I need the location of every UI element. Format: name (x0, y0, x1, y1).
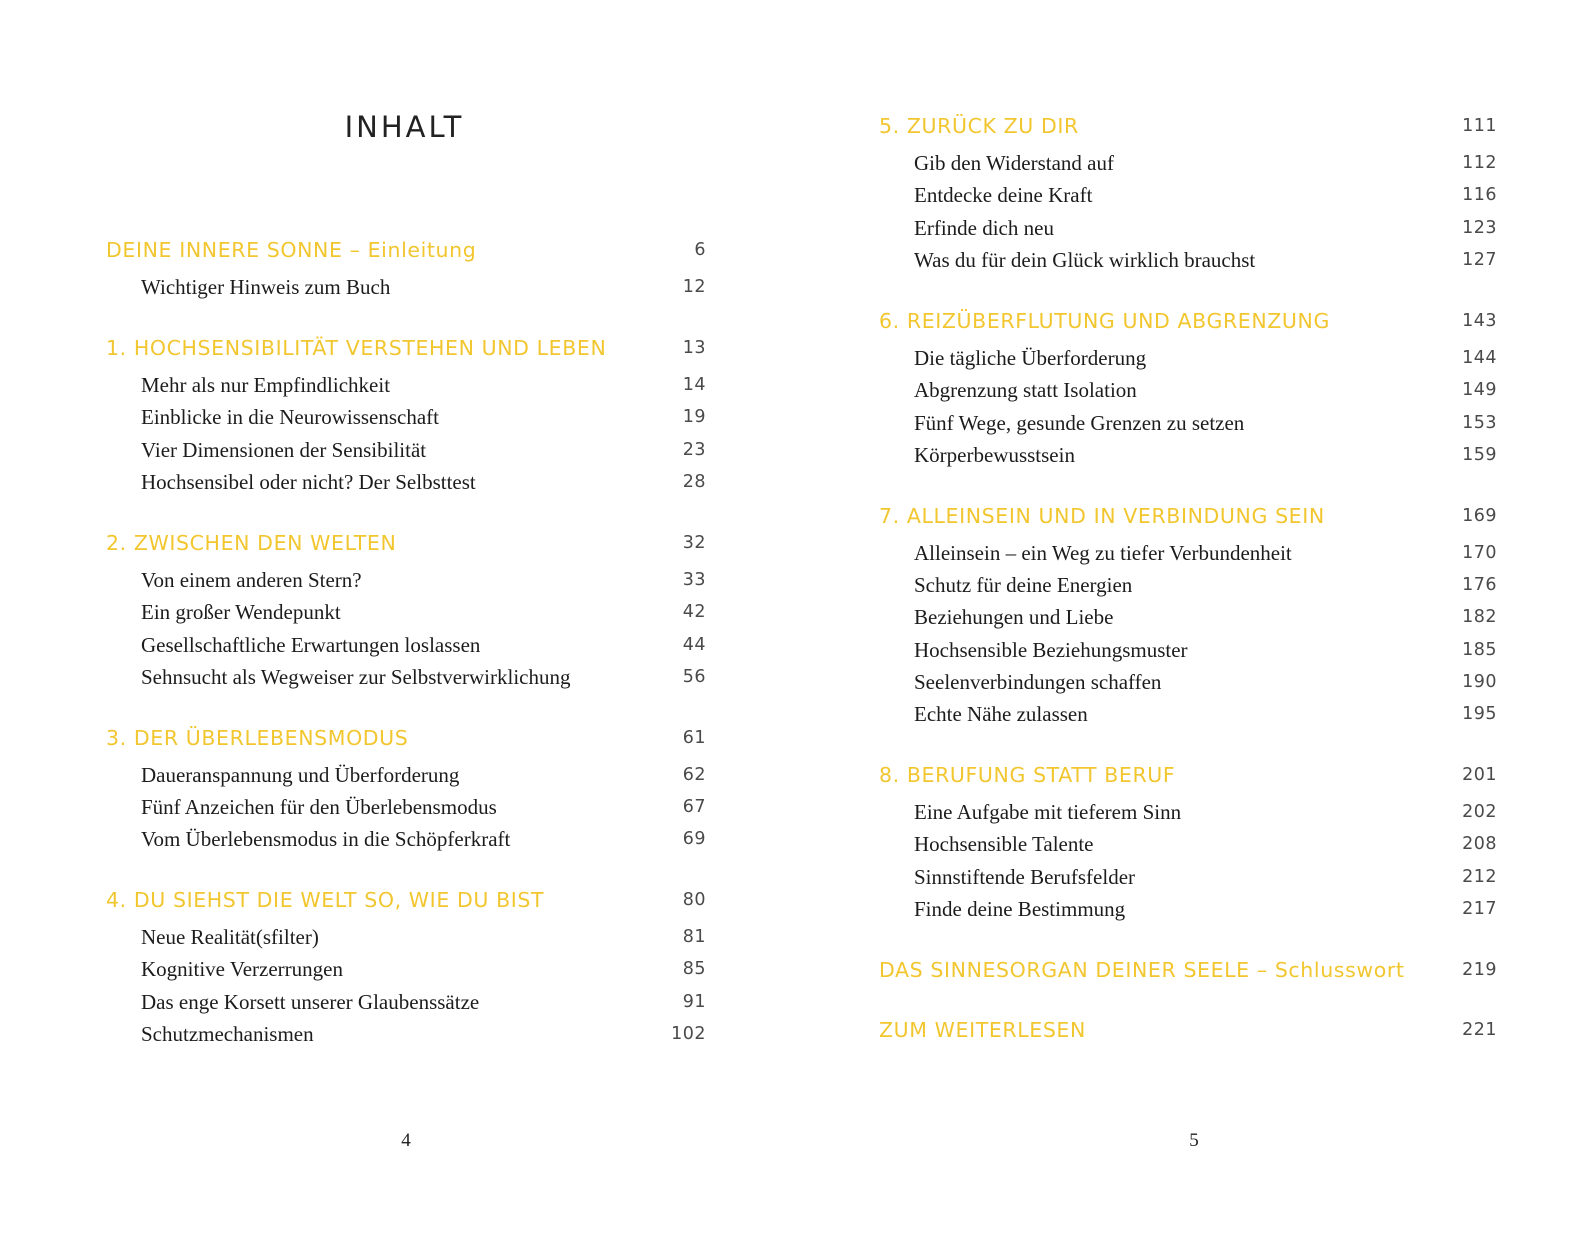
toc-page-number: 81 (682, 927, 706, 947)
toc-page-number: 123 (1462, 218, 1497, 238)
toc-section-entry (0, 759, 797, 791)
toc-page-number: 32 (682, 533, 706, 553)
section-title: Entdecke deine Kraft (914, 183, 1093, 207)
section-title: Daueranspannung und Überforderung (141, 763, 460, 787)
chapter-title: DEINE INNERE SONNE – Einleitung (106, 238, 477, 262)
section-title: Mehr als nur Empfindlichkeit (141, 373, 391, 397)
toc-page-number: 28 (682, 472, 706, 492)
toc-section-entry (797, 342, 1594, 374)
page-number-right: 5 (1189, 1130, 1199, 1151)
toc-section-entry (0, 369, 797, 401)
toc-section-entry (797, 212, 1594, 244)
chapter-title: 3. DER ÜBERLEBENSMODUS (106, 726, 409, 750)
section-title: Neue Realität(sfilter) (141, 925, 319, 949)
toc-page-number: 61 (682, 728, 706, 748)
toc-section-entry (0, 823, 797, 855)
section-title: Körperbewusstsein (914, 443, 1075, 467)
section-title: Das enge Korsett unserer Glaubenssätze (141, 990, 480, 1014)
section-title: Schutzmechanismen (141, 1022, 314, 1046)
toc-section-entry (797, 244, 1594, 276)
toc-section-entry (0, 921, 797, 953)
section-title: Hochsensible Talente (914, 832, 1094, 856)
toc-chapter-entry (797, 500, 1594, 532)
section-title: Abgrenzung statt Isolation (914, 378, 1137, 402)
toc-chapter-entry (0, 884, 797, 916)
toc-section-entry (0, 596, 797, 628)
section-title: Einblicke in die Neurowissenschaft (141, 405, 439, 429)
chapter-title: 5. ZURÜCK ZU DIR (879, 114, 1079, 138)
chapter-title: 6. REIZÜBERFLUTUNG UND ABGRENZUNG (879, 309, 1330, 333)
section-title: Eine Aufgabe mit tieferem Sinn (914, 800, 1182, 824)
toc-section-entry (797, 666, 1594, 698)
toc-page-number: 153 (1462, 413, 1497, 433)
toc-page-number: 69 (682, 829, 706, 849)
toc-page-number: 111 (1462, 116, 1497, 136)
section-title: Vier Dimensionen der Sensibilität (141, 438, 427, 462)
toc-page-number: 144 (1462, 348, 1497, 368)
toc-section-entry (797, 861, 1594, 893)
chapter-title: 8. BERUFUNG STATT BERUF (879, 763, 1176, 787)
section-title: Beziehungen und Liebe (914, 605, 1114, 629)
section-title: Sehnsucht als Wegweiser zur Selbstverwirklichung (141, 665, 571, 689)
toc-section-entry (797, 179, 1594, 211)
toc-chapter-entry (797, 305, 1594, 337)
toc-section-entry (797, 537, 1594, 569)
toc-page-number: 182 (1462, 607, 1497, 627)
toc-section-entry (797, 698, 1594, 730)
toc-section-entry (0, 661, 797, 693)
toc-chapter-entry (797, 110, 1594, 142)
toc-chapter-entry (0, 527, 797, 559)
toc-page-number: 116 (1462, 185, 1497, 205)
toc-page-number: 201 (1462, 765, 1497, 785)
toc-page-number: 212 (1462, 867, 1497, 887)
toc-page-number: 67 (682, 797, 706, 817)
toc-section-entry (0, 401, 797, 433)
section-title: Seelenverbindungen schaffen (914, 670, 1162, 694)
toc-section-entry (797, 439, 1594, 471)
section-title: Die tägliche Überforderung (914, 346, 1147, 370)
section-title: Alleinsein – ein Weg zu tiefer Verbundenheit (914, 541, 1292, 565)
section-title: Hochsensible Beziehungsmuster (914, 638, 1188, 662)
section-title: Ein großer Wendepunkt (141, 600, 341, 624)
section-title: Erfinde dich neu (914, 216, 1054, 240)
toc-page-number: 149 (1462, 380, 1497, 400)
toc-section-entry (0, 271, 797, 303)
toc-chapter-entry (797, 1014, 1594, 1046)
section-title: Vom Überlebensmodus in die Schöpferkraft (141, 827, 511, 851)
toc-page-number: 127 (1462, 250, 1497, 270)
toc-page-number: 12 (682, 277, 706, 297)
toc-page-number: 80 (682, 890, 706, 910)
toc-section-entry (0, 564, 797, 596)
toc-page-number: 185 (1462, 640, 1497, 660)
section-title: Fünf Wege, gesunde Grenzen zu setzen (914, 411, 1245, 435)
toc-page-number: 169 (1462, 506, 1497, 526)
toc-page-number: 44 (682, 635, 706, 655)
toc-section-entry (797, 147, 1594, 179)
toc-section-entry (797, 374, 1594, 406)
toc-page-number: 112 (1462, 153, 1497, 173)
toc-section-entry (0, 1018, 797, 1050)
toc-section-entry (797, 569, 1594, 601)
toc-section-entry (797, 407, 1594, 439)
section-title: Von einem anderen Stern? (141, 568, 362, 592)
toc-page-number: 6 (694, 240, 706, 260)
chapter-title: DAS SINNESORGAN DEINER SEELE – Schlusswort (879, 958, 1405, 982)
chapter-title: ZUM WEITERLESEN (879, 1018, 1086, 1042)
toc-section-entry (0, 791, 797, 823)
toc-section-entry (0, 434, 797, 466)
toc-chapter-entry (797, 954, 1594, 986)
section-title: Gib den Widerstand auf (914, 151, 1114, 175)
toc-page-number: 42 (682, 602, 706, 622)
toc-page-number: 170 (1462, 543, 1497, 563)
section-title: Finde deine Bestimmung (914, 897, 1126, 921)
toc-chapter-entry (797, 759, 1594, 791)
page-title: INHALT (344, 110, 465, 144)
section-title: Sinnstiftende Berufsfelder (914, 865, 1136, 889)
toc-page-number: 202 (1462, 802, 1497, 822)
toc-page-number: 176 (1462, 575, 1497, 595)
chapter-title: 4. DU SIEHST DIE WELT SO, WIE DU BIST (106, 888, 545, 912)
toc-page-number: 159 (1462, 445, 1497, 465)
toc-page-number: 208 (1462, 834, 1497, 854)
section-title: Wichtiger Hinweis zum Buch (141, 275, 391, 299)
chapter-title: 2. ZWISCHEN DEN WELTEN (106, 531, 397, 555)
toc-page-number: 14 (682, 375, 706, 395)
toc-page-number: 102 (671, 1024, 706, 1044)
toc-chapter-entry (0, 332, 797, 364)
toc-page-number: 13 (682, 338, 706, 358)
toc-page-number: 217 (1462, 899, 1497, 919)
right-page (797, 0, 1594, 1240)
toc-page-number: 62 (682, 765, 706, 785)
chapter-title: 7. ALLEINSEIN UND IN VERBINDUNG SEIN (879, 504, 1325, 528)
toc-section-entry (797, 634, 1594, 666)
section-title: Echte Nähe zulassen (914, 702, 1088, 726)
toc-section-entry (797, 796, 1594, 828)
section-title: Kognitive Verzerrungen (141, 957, 343, 981)
section-title: Schutz für deine Energien (914, 573, 1133, 597)
toc-page-number: 23 (682, 440, 706, 460)
toc-page-number: 85 (682, 959, 706, 979)
toc-page-number: 91 (682, 992, 706, 1012)
toc-section-entry (797, 893, 1594, 925)
toc-page-number: 190 (1462, 672, 1497, 692)
section-title: Gesellschaftliche Erwartungen loslassen (141, 633, 481, 657)
toc-page-number: 19 (682, 407, 706, 427)
toc-page-number: 219 (1462, 960, 1497, 980)
toc-section-entry (797, 601, 1594, 633)
toc-page-number: 33 (682, 570, 706, 590)
toc-page-number: 143 (1462, 311, 1497, 331)
section-title: Hochsensibel oder nicht? Der Selbsttest (141, 470, 476, 494)
toc-section-entry (0, 466, 797, 498)
page-number-left: 4 (401, 1130, 411, 1151)
toc-page-number: 195 (1462, 704, 1497, 724)
toc-page-number: 221 (1462, 1020, 1497, 1040)
toc-chapter-entry (0, 234, 797, 266)
toc-section-entry (0, 629, 797, 661)
toc-chapter-entry (0, 722, 797, 754)
toc-section-entry (0, 986, 797, 1018)
section-title: Was du für dein Glück wirklich brauchst (914, 248, 1256, 272)
section-title: Fünf Anzeichen für den Überlebensmodus (141, 795, 497, 819)
toc-page-number: 56 (682, 667, 706, 687)
toc-section-entry (797, 828, 1594, 860)
chapter-title: 1. HOCHSENSIBILITÄT VERSTEHEN UND LEBEN (106, 336, 607, 360)
toc-section-entry (0, 953, 797, 985)
